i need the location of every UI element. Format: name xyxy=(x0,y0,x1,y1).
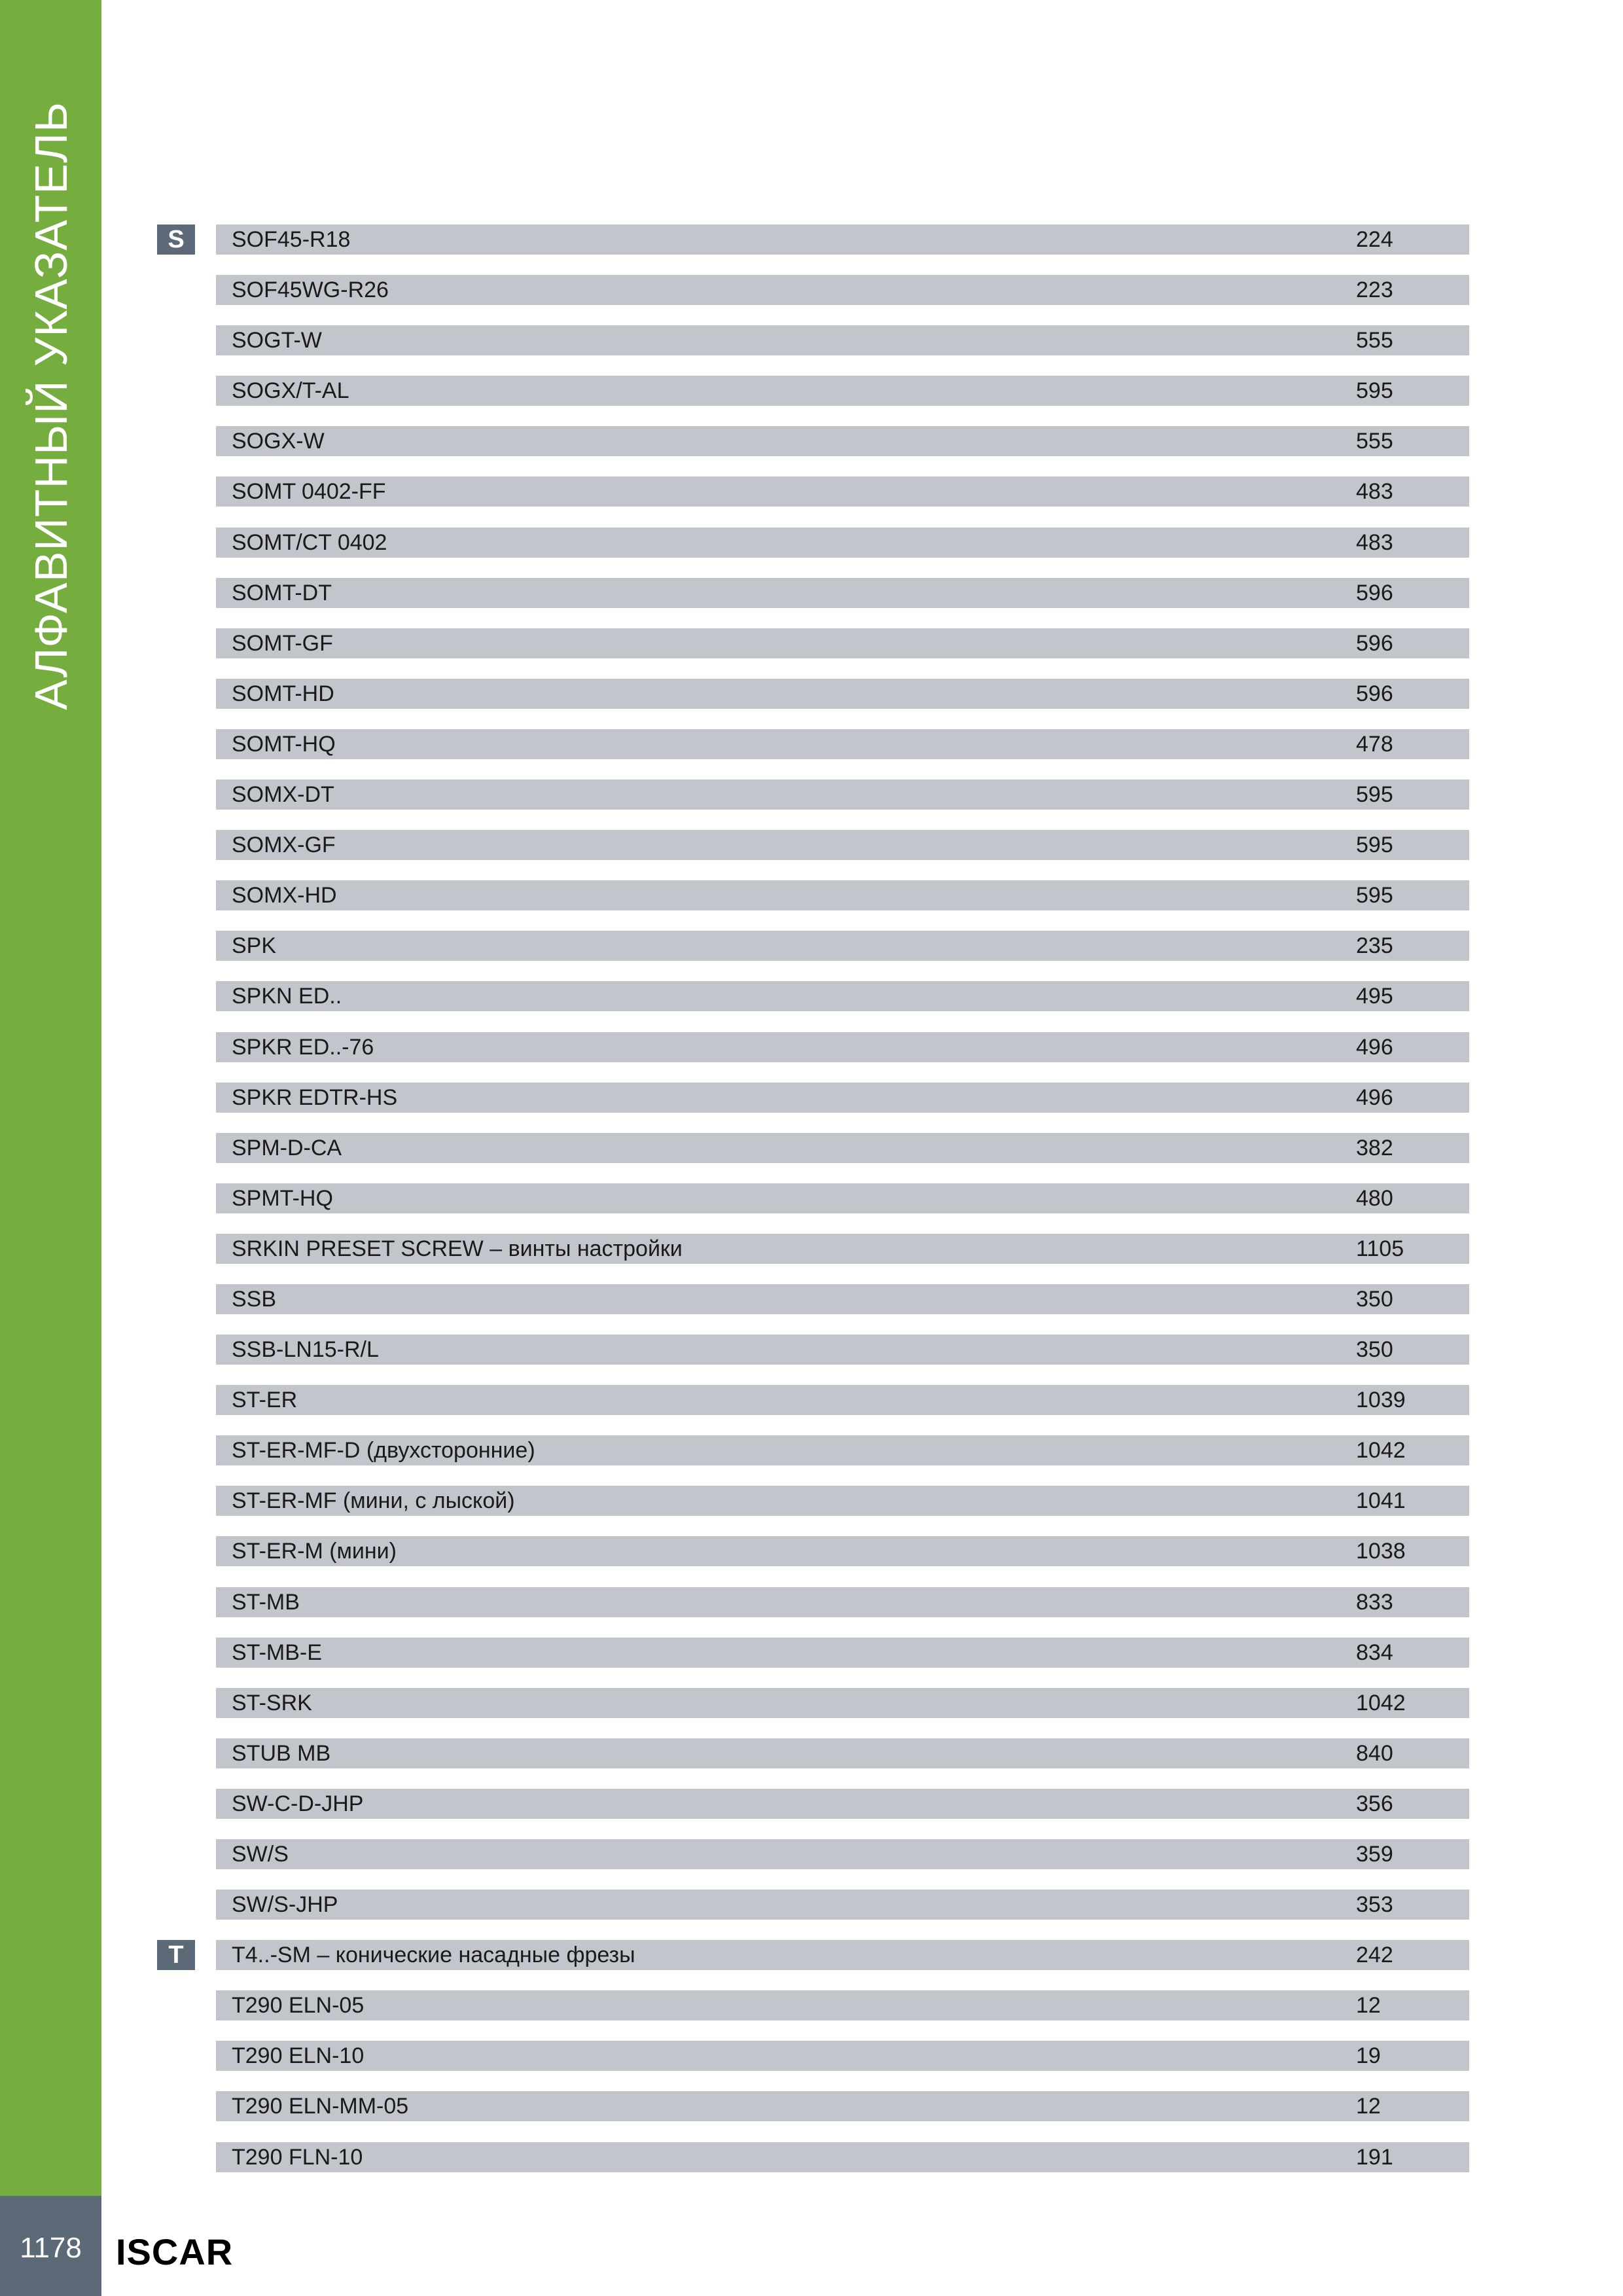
entry-page: 19 xyxy=(1356,2043,1381,2069)
entry-page: 242 xyxy=(1356,1943,1393,1968)
entry-name: ST-ER-M (мини) xyxy=(232,1539,397,1564)
entry-page: 382 xyxy=(1356,1135,1393,1160)
entry-page: 555 xyxy=(1356,328,1393,353)
index-entry xyxy=(0,1536,1623,1587)
index-entry xyxy=(0,528,1623,578)
entry-page: 223 xyxy=(1356,278,1393,303)
entry-bar xyxy=(216,780,1469,810)
index-entry xyxy=(0,830,1623,880)
entry-bar xyxy=(216,376,1469,406)
entry-bar xyxy=(216,880,1469,910)
index-entry xyxy=(0,1335,1623,1385)
entry-name: SOMT-GF xyxy=(232,630,333,656)
index-entry xyxy=(0,1587,1623,1638)
entry-name: ST-ER-MF (мини, с лыской) xyxy=(232,1488,515,1514)
entry-page: 496 xyxy=(1356,1034,1393,1060)
index-entry xyxy=(0,1486,1623,1536)
index-entry xyxy=(0,578,1623,628)
index-entry xyxy=(0,1688,1623,1738)
index-entry xyxy=(0,1890,1623,1940)
index-entry xyxy=(0,1940,1623,1990)
entry-name: SW/S-JHP xyxy=(232,1892,338,1918)
index-entry xyxy=(0,1435,1623,1486)
entry-bar xyxy=(216,426,1469,456)
entry-bar xyxy=(216,931,1469,961)
index-entry xyxy=(0,780,1623,830)
index-entry xyxy=(0,376,1623,426)
entry-page: 350 xyxy=(1356,1337,1393,1363)
entry-page: 359 xyxy=(1356,1842,1393,1867)
index-entry xyxy=(0,275,1623,325)
entry-page: 833 xyxy=(1356,1589,1393,1615)
entry-name: SSB xyxy=(232,1286,277,1312)
entry-name: SOF45-R18 xyxy=(232,227,351,252)
entry-bar xyxy=(216,1738,1469,1768)
entry-bar xyxy=(216,1284,1469,1314)
entry-page: 483 xyxy=(1356,529,1393,555)
entry-page: 595 xyxy=(1356,883,1393,908)
entry-name: SOMT/CT 0402 xyxy=(232,529,387,555)
index-entry xyxy=(0,1638,1623,1688)
entry-name: SPMT-HQ xyxy=(232,1185,333,1211)
entry-name: SPKR EDTR-HS xyxy=(232,1085,398,1110)
index-entry xyxy=(0,1738,1623,1789)
entry-name: T290 ELN-MM-05 xyxy=(232,2094,409,2119)
entry-page: 840 xyxy=(1356,1740,1393,1766)
entry-page: 555 xyxy=(1356,429,1393,454)
entry-page: 1042 xyxy=(1356,1690,1406,1715)
letter-marker: T xyxy=(157,1940,195,1970)
entry-name: SOMX-DT xyxy=(232,782,334,808)
index-entry xyxy=(0,2142,1623,2193)
entry-bar xyxy=(216,1083,1469,1113)
page-number: 1178 xyxy=(20,2232,82,2264)
index-entry xyxy=(0,931,1623,981)
entry-bar xyxy=(216,325,1469,355)
index-entry xyxy=(0,981,1623,1031)
index-entry xyxy=(0,426,1623,476)
entry-name: ST-ER-MF-D (двухсторонние) xyxy=(232,1438,535,1463)
index-entry xyxy=(0,1083,1623,1133)
entry-name: ST-SRK xyxy=(232,1690,312,1715)
entry-name: T290 FLN-10 xyxy=(232,2144,363,2170)
entry-name: SPKR ED..-76 xyxy=(232,1034,374,1060)
entry-name: SRKIN PRESET SCREW – винты настройки xyxy=(232,1236,683,1261)
entry-page: 353 xyxy=(1356,1892,1393,1918)
entry-name: SOMX-HD xyxy=(232,883,337,908)
index-entry xyxy=(0,1385,1623,1435)
entry-name: SPK xyxy=(232,933,277,959)
entry-name: SOMT-HQ xyxy=(232,731,336,757)
entry-page: 595 xyxy=(1356,782,1393,808)
entry-page: 596 xyxy=(1356,681,1393,706)
entry-bar xyxy=(216,528,1469,558)
entry-name: SOGX-W xyxy=(232,429,325,454)
entry-name: SOMT 0402-FF xyxy=(232,479,386,505)
entry-bar xyxy=(216,1335,1469,1365)
entry-bar xyxy=(216,224,1469,255)
entry-page: 480 xyxy=(1356,1185,1393,1211)
entry-page: 350 xyxy=(1356,1286,1393,1312)
entry-page: 478 xyxy=(1356,731,1393,757)
index-entry xyxy=(0,628,1623,679)
entry-bar xyxy=(216,1536,1469,1566)
entry-bar xyxy=(216,1032,1469,1062)
entry-bar xyxy=(216,1638,1469,1668)
entry-page: 595 xyxy=(1356,833,1393,858)
entry-name: SPM-D-CA xyxy=(232,1135,342,1160)
index-entry xyxy=(0,2091,1623,2142)
entry-bar xyxy=(216,1385,1469,1415)
entry-bar xyxy=(216,1688,1469,1718)
index-entry xyxy=(0,224,1623,275)
index-entry xyxy=(0,880,1623,931)
entry-bar xyxy=(216,1183,1469,1213)
entry-bar xyxy=(216,729,1469,759)
entry-page: 191 xyxy=(1356,2144,1393,2170)
index-entry xyxy=(0,1234,1623,1284)
entry-page: 356 xyxy=(1356,1791,1393,1816)
entry-bar xyxy=(216,1839,1469,1869)
entry-page: 1039 xyxy=(1356,1388,1406,1413)
entry-page: 1042 xyxy=(1356,1438,1406,1463)
entry-page: 483 xyxy=(1356,479,1393,505)
entry-name: SOGT-W xyxy=(232,328,322,353)
entry-page: 235 xyxy=(1356,933,1393,959)
index-entry xyxy=(0,1789,1623,1839)
entry-page: 496 xyxy=(1356,1085,1393,1110)
index-entry xyxy=(0,1032,1623,1083)
index-list xyxy=(0,224,1623,2193)
section-title: АЛФАВИТНЫЙ УКАЗАТЕЛЬ xyxy=(26,101,77,710)
entry-name: ST-MB xyxy=(232,1589,300,1615)
entry-bar xyxy=(216,679,1469,709)
entry-bar xyxy=(216,830,1469,860)
entry-bar xyxy=(216,476,1469,507)
entry-name: SW-C-D-JHP xyxy=(232,1791,364,1816)
entry-name: T4..-SM – конические насадные фрезы xyxy=(232,1943,635,1968)
entry-name: SSB-LN15-R/L xyxy=(232,1337,379,1363)
index-entry xyxy=(0,325,1623,376)
entry-page: 596 xyxy=(1356,630,1393,656)
entry-bar xyxy=(216,578,1469,608)
entry-bar xyxy=(216,275,1469,305)
index-entry xyxy=(0,1183,1623,1234)
entry-bar xyxy=(216,1133,1469,1163)
entry-name: SOMT-DT xyxy=(232,580,332,605)
entry-bar xyxy=(216,1789,1469,1819)
index-entry xyxy=(0,729,1623,780)
index-entry xyxy=(0,1133,1623,1183)
entry-bar xyxy=(216,2041,1469,2071)
entry-page: 834 xyxy=(1356,1640,1393,1665)
entry-name: T290 ELN-10 xyxy=(232,2043,365,2069)
entry-bar xyxy=(216,628,1469,658)
entry-page: 224 xyxy=(1356,227,1393,252)
entry-page: 12 xyxy=(1356,2094,1381,2119)
entry-name: SOGX/T-AL xyxy=(232,378,349,404)
entry-page: 1038 xyxy=(1356,1539,1406,1564)
entry-page: 12 xyxy=(1356,1993,1381,2018)
entry-name: SPKN ED.. xyxy=(232,984,342,1009)
entry-name: STUB MB xyxy=(232,1740,331,1766)
entry-page: 495 xyxy=(1356,984,1393,1009)
entry-bar xyxy=(216,981,1469,1011)
entry-bar xyxy=(216,1990,1469,2020)
entry-page: 595 xyxy=(1356,378,1393,404)
entry-bar xyxy=(216,2142,1469,2172)
entry-page: 1041 xyxy=(1356,1488,1406,1514)
letter-marker: S xyxy=(157,224,195,255)
index-entry xyxy=(0,1990,1623,2041)
index-entry xyxy=(0,476,1623,527)
entry-page: 1105 xyxy=(1356,1236,1404,1261)
entry-name: SW/S xyxy=(232,1842,289,1867)
entry-bar xyxy=(216,1890,1469,1920)
index-entry xyxy=(0,2041,1623,2091)
entry-name: SOF45WG-R26 xyxy=(232,278,389,303)
entry-name: ST-MB-E xyxy=(232,1640,322,1665)
index-entry xyxy=(0,679,1623,729)
entry-name: ST-ER xyxy=(232,1388,298,1413)
brand-logo: ISCAR xyxy=(116,2231,234,2272)
entry-page: 596 xyxy=(1356,580,1393,605)
entry-name: SOMX-GF xyxy=(232,833,336,858)
entry-name: T290 ELN-05 xyxy=(232,1993,365,2018)
entry-bar xyxy=(216,1587,1469,1617)
entry-name: SOMT-HD xyxy=(232,681,334,706)
index-entry xyxy=(0,1839,1623,1890)
index-entry xyxy=(0,1284,1623,1335)
